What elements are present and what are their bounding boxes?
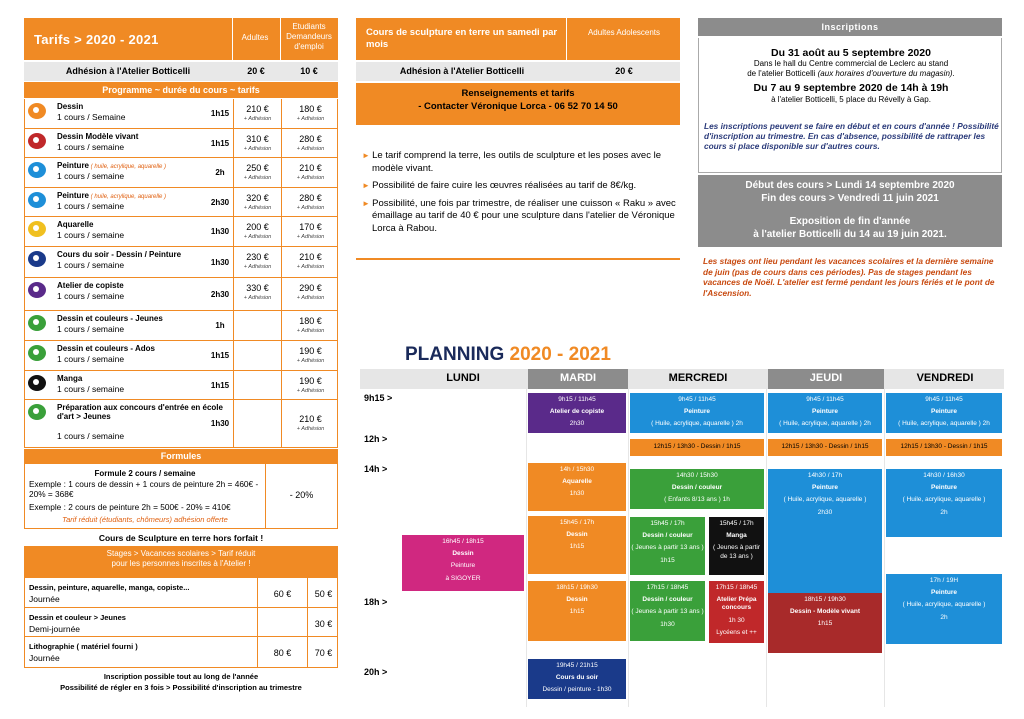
course-duration: 1h	[215, 321, 225, 330]
adhesion-note: + Adhésion	[296, 328, 325, 334]
event-line: 12h15 / 13h30 - Dessin / 1h15	[900, 443, 988, 450]
planning-day-header: MARDI	[528, 369, 628, 389]
price-adultes	[233, 217, 281, 246]
course-duration: 1h15	[210, 380, 230, 390]
expo-line-1: Exposition de fin d'année	[789, 216, 911, 227]
column-guide	[884, 389, 885, 707]
event-line: 1h15	[569, 543, 585, 550]
course-palette-icon	[28, 251, 46, 267]
event-line: 12h15 / 13h30 - Dessin / 1h15	[653, 443, 741, 450]
course-duration: 2h30	[210, 289, 230, 299]
formules-header: Formules	[24, 449, 338, 463]
price-value: 210 €	[299, 414, 322, 424]
planning-event	[528, 463, 626, 511]
event-line: ( Enfants 8/13 ans ) 1h	[664, 496, 730, 503]
planning-time-label: 20h >	[364, 667, 388, 677]
tarifs-title: Tarifs > 2020 - 2021	[34, 32, 159, 47]
stages-note: Les stages ont lieu pendant les vacances scolaires et la dernière semaine de juin (pas de cours dans ces périodes). Pas de stages pendant les vacances de Noël. L'atelier est fermé pendant les jours fériés et le pont de l'Ascension.	[703, 256, 995, 298]
event-line: ( Huile, acrylique, aquarelle ) 2h	[898, 420, 990, 427]
event-line: 2h	[940, 613, 948, 621]
stages-header	[24, 546, 338, 578]
stage-frequency: Demi-journée	[29, 624, 81, 634]
course-row	[24, 99, 338, 129]
course-duration: 1h30	[210, 257, 230, 267]
course-name: Préparation aux concours d'entrée en école d'art > Jeunes	[57, 403, 223, 421]
event-line: ( Huile, acrylique, aquarelle ) 2h	[651, 420, 743, 427]
price-value: 280 €	[299, 134, 322, 144]
price-value: 190 €	[299, 376, 322, 386]
course-frequency: 1 cours / semaine	[57, 201, 125, 211]
planning-event	[768, 469, 882, 599]
formule-title: Formule 2 cours / semaine	[94, 469, 196, 478]
event-line: Manga	[726, 531, 747, 539]
inscriptions-box	[698, 38, 1002, 173]
event-line: Atelier Prépa concours	[716, 595, 757, 611]
adhesion-note: + Adhésion	[296, 234, 325, 240]
planning-event	[886, 469, 1002, 537]
event-line: Dessin	[452, 549, 474, 557]
inscriptions-header: Inscriptions	[698, 18, 1002, 36]
planning-event	[886, 393, 1002, 433]
planning-event	[768, 593, 882, 653]
event-line: Peinture	[683, 407, 710, 415]
dates-box	[698, 175, 1002, 247]
course-name: Peinture ( huile, acrylique, aquarelle )	[57, 191, 167, 200]
course-frequency: 1 cours / semaine	[57, 230, 125, 240]
price-etudiants	[281, 311, 339, 340]
price-adultes	[233, 311, 281, 340]
course-frequency: 1 cours / semaine	[57, 431, 125, 441]
price-adultes	[233, 247, 281, 277]
course-sub: ( huile, acrylique, aquarelle )	[89, 194, 167, 200]
adhesion-note: + Adhésion	[296, 205, 325, 211]
stage-price-etudiants: 30 €	[307, 608, 339, 636]
tarifs-header	[24, 18, 338, 60]
adhesion-note: + Adhésion	[296, 295, 325, 301]
price-adultes	[233, 278, 281, 310]
price-etudiants	[281, 188, 339, 216]
event-line: ( Huile, acrylique, aquarelle ) 2h	[779, 420, 871, 427]
tarifs-footer	[24, 671, 338, 693]
planning-event	[886, 439, 1002, 456]
price-value: 180 €	[299, 316, 322, 326]
stage-name: Dessin, peinture, aquarelle, manga, copiste...	[29, 583, 190, 592]
sculpture-header	[356, 18, 680, 60]
inscription-date-1: Du 31 août au 5 septembre 2020	[771, 47, 931, 59]
adhesion-note: + Adhésion	[296, 146, 325, 152]
course-palette-icon	[28, 162, 46, 178]
stage-name: Dessin et couleur > Jeunes	[29, 613, 126, 622]
planning-day-header: JEUDI	[768, 369, 884, 389]
event-line: 2h30	[817, 508, 833, 516]
sculpture-col: Adultes Adolescents	[587, 28, 661, 37]
event-line: 1h15	[817, 620, 833, 627]
planning-event	[528, 581, 626, 641]
planning-title: PLANNING 2020 - 2021	[405, 344, 611, 365]
event-line: Peinture	[811, 483, 838, 491]
course-name: Atelier de copiste	[57, 281, 124, 290]
course-frequency: 1 cours / semaine	[57, 354, 125, 364]
price-value: 230 €	[246, 252, 269, 262]
planning-event	[630, 393, 764, 433]
adhesion-note: + Adhésion	[296, 388, 325, 394]
event-line: 15h45 / 17h	[719, 520, 754, 527]
adhesion-note: + Adhésion	[296, 264, 325, 270]
event-line: 14h / 15h30	[559, 466, 595, 473]
event-line: 14h30 / 17h	[807, 472, 843, 479]
price-adultes	[233, 158, 281, 187]
course-palette-icon	[28, 345, 46, 361]
event-line: à SIGOYER	[445, 574, 481, 582]
event-line: Peinture	[930, 588, 957, 596]
course-row	[24, 341, 338, 371]
inscription-date-2: Du 7 au 9 septembre 2020 de 14h à 19h	[753, 82, 949, 94]
event-line: Peinture	[930, 407, 957, 415]
price-value: 190 €	[299, 346, 322, 356]
price-value: 330 €	[246, 283, 269, 293]
course-frequency: 1 cours / semaine	[57, 142, 125, 152]
event-line: ( Huile, acrylique, aquarelle )	[783, 496, 867, 503]
divider	[356, 258, 680, 260]
event-line: 1h15	[660, 556, 675, 564]
stage-price-etudiants: 50 €	[307, 578, 339, 607]
sculpture-title: Cours de sculpture en terre un samedi par mois	[366, 27, 558, 50]
adhesion-note: + Adhésion	[296, 116, 325, 122]
event-line: 1h15	[569, 608, 585, 615]
sculpture-bullet: ► Possibilité de faire cuire les œuvres réalisées au tarif de 8€/kg.	[362, 180, 637, 191]
course-frequency: 1 cours / semaine	[57, 260, 125, 270]
course-duration: 1h15	[210, 109, 230, 118]
event-line: 2h	[940, 508, 948, 516]
stage-price-adultes: 60 €	[257, 578, 307, 607]
event-line: 9h45 / 11h45	[806, 396, 844, 403]
course-row	[24, 247, 338, 278]
event-line: Dessin	[566, 530, 588, 538]
event-line: Dessin	[566, 595, 588, 603]
formules-box	[24, 463, 338, 529]
planning-day-header: VENDREDI	[886, 369, 1004, 389]
course-duration: 2h30	[210, 197, 230, 207]
course-sub: ( huile, acrylique, aquarelle )	[89, 164, 167, 170]
planning-event	[528, 393, 626, 433]
inscription-note: Les inscriptions peuvent se faire en début et en cours d'année ! Possibilité d'inscription au trimestre. En cas d'absence, possibilité de rattraper les cours si place disponible sur d'autres cours.	[704, 121, 999, 151]
stage-row	[24, 578, 338, 608]
event-line: Dessin / peinture - 1h30	[542, 686, 612, 693]
debut-cours: Début des cours > Lundi 14 septembre 2020	[745, 180, 955, 191]
planning-event	[768, 393, 882, 433]
course-name: Cours du soir - Dessin / Peinture	[57, 250, 182, 259]
event-line: 17h / 19H	[929, 577, 959, 584]
formule-discount: - 20%	[265, 464, 337, 528]
event-line: Cours du soir	[555, 673, 599, 681]
event-line: Dessin / couleur	[642, 595, 693, 603]
event-line: 14h30 / 16h30	[923, 472, 965, 479]
planning-event	[709, 581, 764, 643]
price-etudiants	[281, 341, 339, 370]
course-frequency: 1 cours / semaine	[57, 384, 125, 394]
planning-event	[528, 516, 626, 574]
stage-price-etudiants: 70 €	[307, 637, 339, 667]
adhesion-note: + Adhésion	[243, 295, 272, 301]
formule-example-1: Exemple : 1 cours de dessin + 1 cours de peinture 2h = 460€ - 20% = 368€	[29, 479, 259, 499]
planning-grid	[360, 369, 1004, 707]
event-line: Lycéens et ++	[716, 629, 757, 636]
adhesion-note: + Adhésion	[243, 205, 272, 211]
course-palette-icon	[28, 315, 46, 331]
price-value: 320 €	[246, 193, 269, 203]
event-line: ( Jeunes à partir de 13 ans )	[713, 544, 760, 560]
column-guide	[526, 389, 527, 707]
event-line: Dessin / couleur	[642, 531, 693, 539]
adhesion-note: + Adhésion	[296, 175, 325, 181]
course-row	[24, 217, 338, 247]
price-adultes	[233, 99, 281, 128]
contact-line-2: - Contacter Véronique Lorca - 06 52 70 14 50	[418, 101, 618, 112]
course-row	[24, 371, 338, 400]
event-line: 18h15 / 19h30	[556, 584, 598, 591]
sculpture-adhesion-row	[356, 62, 680, 81]
adhesion-note: + Adhésion	[296, 358, 325, 364]
course-palette-icon	[28, 133, 46, 149]
planning-event	[630, 581, 705, 641]
contact-line-1: Renseignements et tarifs	[461, 88, 575, 99]
expo-line-2: à l'atelier Botticelli du 14 au 19 juin 2021.	[753, 229, 947, 240]
event-line: 9h45 / 11h45	[925, 396, 963, 403]
price-adultes	[233, 400, 281, 447]
price-adultes	[233, 188, 281, 216]
price-value: 280 €	[299, 193, 322, 203]
course-name: Dessin	[57, 102, 84, 111]
col-etudiants: Etudiants Demandeurs d'emploi	[286, 22, 332, 51]
sculpture-forfait-note: Cours de Sculpture en terre hors forfait !	[98, 533, 264, 543]
price-value: 170 €	[299, 222, 322, 232]
inscription-place-2: à l'atelier Botticelli, 5 place du Révelly à Gap.	[771, 95, 931, 104]
price-value: 180 €	[299, 104, 322, 114]
stage-name: Lithographie ( matériel fourni )	[29, 642, 138, 651]
stages-line-2: pour les personnes inscrites à l'Atelier !	[111, 559, 251, 568]
adhesion-etudiants: 10 €	[300, 66, 318, 76]
course-row	[24, 188, 338, 217]
course-row	[24, 278, 338, 311]
event-line: 19h45 / 21h15	[556, 662, 598, 669]
planning-event	[630, 517, 705, 575]
course-frequency: 1 cours / Semaine	[57, 112, 126, 122]
price-value: 290 €	[299, 283, 322, 293]
course-frequency: 1 cours / semaine	[57, 324, 125, 334]
column-guide	[766, 389, 767, 707]
formule-example-2: Exemple : 2 cours de peinture 2h = 500€ - 20% = 410€	[29, 502, 231, 512]
event-line: ( Jeunes à partir 13 ans )	[631, 544, 704, 551]
event-line: 17h15 / 18h45	[646, 584, 689, 591]
price-value: 210 €	[299, 163, 322, 173]
price-etudiants	[281, 247, 339, 277]
course-frequency: 1 cours / semaine	[57, 291, 125, 301]
price-value: 200 €	[246, 222, 269, 232]
event-line: 1h 30	[728, 616, 745, 624]
price-etudiants	[281, 99, 339, 128]
event-line: ( Huile, acrylique, aquarelle )	[902, 601, 986, 608]
price-value: 210 €	[299, 252, 322, 262]
course-frequency: 1 cours / semaine	[57, 171, 125, 181]
event-line: Aquarelle	[562, 477, 592, 485]
stages-line-1: Stages > Vacances scolaires > Tarif réduit	[106, 549, 256, 558]
event-line: 1h30	[569, 490, 585, 497]
planning-time-label: 14h >	[364, 464, 388, 474]
course-duration: 1h15	[210, 138, 230, 148]
price-adultes	[233, 371, 281, 399]
price-etudiants	[281, 400, 339, 447]
planning-time-label: 18h >	[364, 597, 388, 607]
course-palette-icon	[28, 404, 46, 420]
event-line: 12h15 / 13h30 - Dessin / 1h15	[781, 443, 869, 450]
price-value: 310 €	[246, 134, 269, 144]
event-line: Atelier de copiste	[549, 407, 605, 415]
course-row	[24, 158, 338, 188]
price-etudiants	[281, 371, 339, 399]
price-value: 210 €	[246, 104, 269, 114]
price-etudiants	[281, 129, 339, 157]
stage-price-adultes	[257, 608, 307, 636]
course-palette-icon	[28, 282, 46, 298]
planning-event	[630, 469, 764, 509]
course-duration: 1h30	[210, 227, 230, 236]
stage-price-adultes: 80 €	[257, 637, 307, 667]
planning-time-label: 12h >	[364, 434, 388, 444]
fin-cours: Fin des cours > Vendredi 11 juin 2021	[761, 193, 939, 204]
adhesion-note: + Adhésion	[243, 146, 272, 152]
sculpture-bullet: ► Le tarif comprend la terre, les outils de sculpture et les poses avec le modèle vivant.	[362, 150, 661, 174]
course-palette-icon	[28, 192, 46, 208]
event-line: 17h15 / 18h45	[715, 584, 758, 591]
formule-reduit: Tarif réduit (étudiants, chômeurs) adhésion offerte	[62, 515, 228, 524]
price-etudiants	[281, 217, 339, 246]
inscription-place-1: Dans le hall du Centre commercial de Leclerc au stand de l'atelier Botticelli (aux horaires d'ouverture du magasin).	[747, 59, 955, 78]
column-guide	[628, 389, 629, 707]
event-line: 2h30	[569, 420, 585, 427]
event-line: 9h45 / 11h45	[678, 396, 716, 403]
event-line: 9h15 / 11h45	[558, 396, 596, 403]
course-name: Dessin et couleurs - Ados	[57, 344, 155, 353]
sculpture-bullet: ► Possibilité, une fois par trimestre, de réaliser une cuisson « Raku » avec émaillage au tarif de 40 € pour une sculpture dans l'atelier de Véronique Lorca à Rabou.	[362, 197, 676, 234]
event-line: 15h45 / 17h	[559, 519, 595, 526]
course-duration: 1h30	[210, 419, 230, 428]
course-row	[24, 311, 338, 341]
planning-event	[709, 517, 764, 575]
stage-row	[24, 608, 338, 637]
event-line: Peinture	[450, 562, 476, 569]
adhesion-note: + Adhésion	[243, 116, 272, 122]
price-value: 250 €	[246, 163, 269, 173]
planning-event	[768, 439, 882, 456]
course-name: Aquarelle	[57, 220, 94, 229]
event-line: Dessin - Modèle vivant	[789, 607, 861, 615]
planning-day-header: LUNDI	[400, 369, 526, 389]
planning-event	[402, 535, 524, 591]
planning-event	[886, 574, 1002, 644]
planning-day-header: MERCREDI	[630, 369, 766, 389]
course-name: Dessin Modèle vivant	[57, 132, 139, 141]
event-line: 18h15 / 19h30	[804, 596, 846, 603]
planning-event	[528, 659, 626, 699]
footer-line-1: Inscription possible tout au long de l'année	[103, 672, 259, 681]
course-row	[24, 129, 338, 158]
planning-time-label: 9h15 >	[364, 393, 393, 403]
event-line: Peinture	[811, 407, 838, 415]
adhesion-note: + Adhésion	[243, 264, 272, 270]
course-palette-icon	[28, 375, 46, 391]
sculpture-contact	[356, 83, 680, 125]
price-etudiants	[281, 158, 339, 187]
stage-row	[24, 637, 338, 668]
event-line: 1h30	[660, 620, 675, 628]
course-palette-icon	[28, 103, 46, 119]
sculpture-adhesion-label: Adhésion à l'Atelier Botticelli	[399, 66, 525, 76]
price-adultes	[233, 129, 281, 157]
price-adultes	[233, 341, 281, 370]
event-line: ( Jeunes à partir 13 ans )	[631, 608, 704, 615]
sculpture-bullets	[362, 150, 680, 240]
adhesion-note: + Adhésion	[243, 234, 272, 240]
adhesion-row	[24, 62, 338, 81]
footer-line-2: Possibilité de régler en 3 fois > Possibilité d'inscription au trimestre	[60, 683, 302, 692]
course-palette-icon	[28, 221, 46, 237]
course-duration: 2h	[215, 168, 225, 177]
sculpture-adhesion-value: 20 €	[615, 66, 633, 76]
event-line: Peinture	[930, 483, 957, 491]
col-adultes: Adultes	[241, 33, 269, 42]
course-row	[24, 400, 338, 448]
course-name: Peinture ( huile, acrylique, aquarelle )	[57, 161, 167, 170]
adhesion-adultes: 20 €	[247, 66, 265, 76]
event-line: 14h30 / 15h30	[676, 472, 718, 479]
planning-event	[630, 439, 764, 456]
event-line: 16h45 / 18h15	[442, 538, 484, 545]
course-name: Manga	[57, 374, 83, 383]
adhesion-note: + Adhésion	[296, 426, 325, 432]
adhesion-label: Adhésion à l'Atelier Botticelli	[65, 66, 191, 76]
event-line: ( Huile, acrylique, aquarelle )	[902, 496, 986, 503]
price-etudiants	[281, 278, 339, 310]
stage-frequency: Journée	[29, 653, 60, 663]
stage-frequency: Journée	[29, 594, 60, 604]
course-name: Dessin et couleurs - Jeunes	[57, 314, 163, 323]
event-line: 15h45 / 17h	[650, 520, 685, 527]
adhesion-note: + Adhésion	[243, 175, 272, 181]
course-duration: 1h15	[210, 351, 230, 360]
programme-header: Programme ~ durée du cours ~ tarifs	[24, 82, 338, 98]
event-line: Dessin / couleur	[671, 483, 723, 491]
